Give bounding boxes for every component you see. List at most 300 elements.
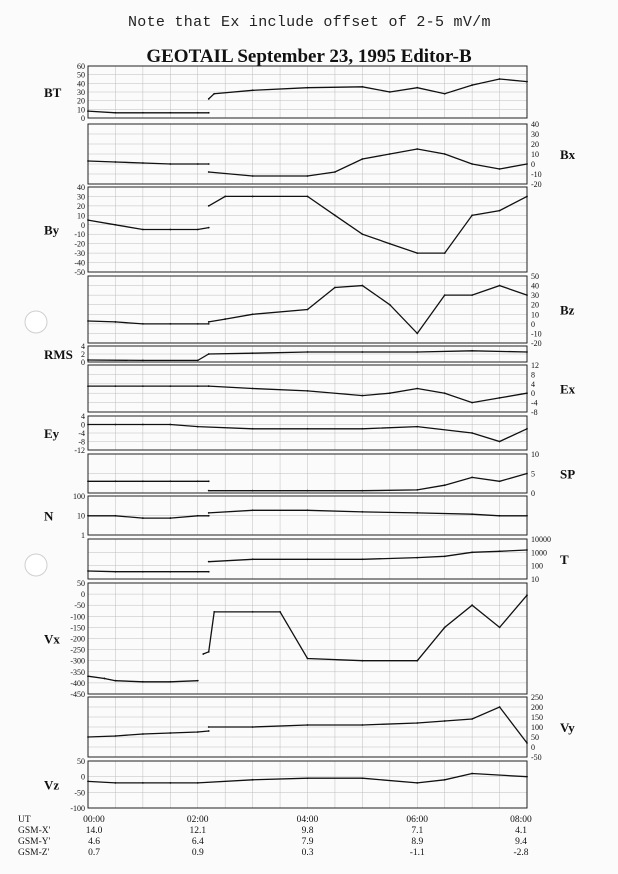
data-point	[142, 323, 144, 325]
data-point	[499, 550, 501, 552]
data-point	[361, 285, 363, 287]
data-point	[444, 392, 446, 394]
tick-label: 10	[531, 575, 539, 584]
tick-label: -4	[78, 429, 85, 438]
tick-label: 0	[81, 420, 85, 430]
data-point	[471, 773, 473, 775]
data-point	[361, 158, 363, 160]
data-point	[526, 515, 528, 517]
data-point	[526, 81, 528, 83]
data-point	[142, 480, 144, 482]
tick-label: -20	[74, 239, 85, 249]
data-point	[307, 509, 309, 511]
data-point	[115, 680, 117, 682]
data-point	[416, 660, 418, 662]
data-point	[416, 426, 418, 428]
tick-label: -350	[70, 667, 85, 677]
data-point	[208, 227, 210, 229]
axis-value: 02:00	[186, 815, 209, 825]
data-point	[87, 780, 89, 782]
data-point	[115, 224, 117, 226]
data-point	[471, 294, 473, 296]
series-vy-segment-0	[88, 731, 209, 737]
panel-n	[44, 492, 528, 540]
data-point	[87, 359, 89, 361]
data-point	[444, 294, 446, 296]
data-point	[526, 196, 528, 198]
tick-label: -12	[74, 446, 85, 455]
tick-label: 0	[81, 220, 85, 230]
data-point	[213, 611, 215, 613]
data-point	[252, 726, 254, 728]
tick-label: -8	[78, 437, 85, 447]
data-point	[208, 490, 210, 492]
data-point	[416, 489, 418, 491]
data-point	[416, 782, 418, 784]
panel-vx	[44, 579, 528, 699]
tick-label: 30	[531, 291, 539, 301]
data-point	[87, 110, 89, 112]
axis-row-label: UT	[18, 815, 31, 825]
data-point	[307, 558, 309, 560]
tick-label: 40	[77, 79, 85, 89]
data-point	[208, 730, 210, 732]
panel-by	[44, 183, 528, 277]
data-point	[169, 480, 171, 482]
data-point	[197, 229, 199, 231]
tick-label: 0	[531, 489, 535, 498]
data-point	[87, 515, 89, 517]
tick-label: 60	[77, 62, 85, 71]
panel-bz	[87, 272, 575, 348]
data-point	[208, 515, 210, 517]
data-point	[471, 214, 473, 216]
tick-label: -8	[531, 408, 538, 417]
data-point	[389, 153, 391, 155]
tick-label: -300	[70, 656, 85, 666]
data-point	[142, 517, 144, 519]
panel-vz	[44, 757, 528, 813]
series-vy-segment-1	[209, 707, 527, 743]
data-point	[208, 98, 210, 100]
panel-label-bt: BT	[44, 85, 62, 100]
data-point	[526, 776, 528, 778]
data-point	[471, 477, 473, 479]
tick-label: 30	[77, 192, 85, 202]
data-point	[224, 318, 226, 320]
axis-value: 6.4	[191, 837, 204, 847]
data-point	[499, 515, 501, 517]
data-point	[142, 782, 144, 784]
data-point	[471, 350, 473, 352]
data-point	[197, 385, 199, 387]
tick-label: 10	[77, 105, 85, 115]
data-point	[197, 515, 199, 517]
data-point	[142, 733, 144, 735]
axis-row-label: GSM-Y'	[18, 837, 51, 847]
data-point	[208, 512, 210, 514]
tick-label: 50	[77, 579, 85, 588]
axis-value: 00:00	[83, 815, 105, 825]
data-point	[307, 724, 309, 726]
tick-label: -10	[531, 329, 542, 339]
panel-label-vz: Vz	[44, 777, 60, 793]
data-point	[389, 243, 391, 245]
tick-label: -50	[74, 268, 85, 277]
data-point	[444, 627, 446, 629]
tick-label: -10	[531, 170, 542, 179]
tick-label: 40	[531, 281, 539, 291]
data-point	[307, 490, 309, 492]
data-point	[471, 84, 473, 86]
data-point	[334, 171, 336, 173]
series-sp-segment-1	[209, 474, 527, 491]
data-point	[307, 87, 309, 89]
data-point	[252, 89, 254, 91]
data-point	[115, 424, 117, 426]
data-point	[499, 285, 501, 287]
data-point	[87, 480, 89, 482]
series-bt-segment-0	[88, 111, 209, 113]
tick-label: 200	[531, 703, 543, 712]
tick-label: 10	[77, 511, 85, 521]
data-point	[208, 726, 210, 728]
tick-label: 100	[531, 561, 543, 571]
data-point	[115, 735, 117, 737]
data-point	[197, 426, 199, 428]
data-point	[444, 93, 446, 95]
data-point	[307, 777, 309, 779]
data-point	[213, 93, 215, 95]
data-point	[252, 779, 254, 781]
axis-value: 14.0	[85, 826, 103, 836]
tick-label: 50	[77, 757, 85, 766]
tick-label: 100	[73, 492, 85, 501]
panel-label-t: T	[560, 552, 569, 567]
tick-label: 10000	[531, 535, 551, 544]
tick-label: 0	[531, 160, 535, 169]
data-point	[361, 351, 363, 353]
data-point	[169, 571, 171, 573]
data-point	[307, 390, 309, 392]
data-point	[444, 153, 446, 155]
data-point	[499, 627, 501, 629]
series-n-segment-1	[209, 510, 527, 516]
series-t-segment-0	[88, 571, 209, 572]
data-point	[197, 323, 199, 325]
data-point	[444, 252, 446, 254]
tick-label: 5	[531, 469, 535, 479]
axis-value: 4.1	[515, 826, 527, 836]
data-point	[169, 517, 171, 519]
data-point	[471, 513, 473, 515]
axis-value: 06:00	[406, 815, 429, 825]
data-point	[361, 428, 363, 430]
data-point	[202, 653, 204, 655]
data-point	[499, 210, 501, 212]
tick-label: 0	[81, 590, 85, 600]
tick-label: 2	[81, 350, 85, 359]
data-point	[208, 561, 210, 563]
series-bt-segment-1	[209, 79, 527, 99]
data-point	[169, 385, 171, 387]
data-point	[361, 233, 363, 235]
data-point	[471, 551, 473, 553]
tick-label: 0	[81, 772, 85, 782]
tick-label: 12	[531, 361, 539, 370]
tick-label: 10	[531, 150, 539, 159]
data-point	[471, 604, 473, 606]
data-point	[197, 571, 199, 573]
tick-label: -40	[74, 258, 85, 268]
data-point	[197, 782, 199, 784]
tick-label: 30	[531, 130, 539, 139]
data-point	[104, 678, 106, 680]
tick-label: 0	[531, 743, 535, 752]
panel-ey	[44, 412, 528, 455]
panel-label-by: By	[44, 222, 60, 238]
data-point	[361, 395, 363, 397]
data-point	[252, 175, 254, 177]
panel-label-bx: Bx	[560, 147, 576, 162]
tick-label: 20	[77, 201, 85, 211]
series-ex-segment-1	[209, 386, 527, 403]
data-point	[444, 779, 446, 781]
data-point	[87, 385, 89, 387]
data-point	[499, 706, 501, 708]
data-point	[307, 658, 309, 660]
tick-label: 0	[81, 358, 85, 367]
axis-value: 0.9	[191, 848, 204, 858]
tick-label: 40	[531, 120, 539, 129]
data-point	[279, 611, 281, 613]
data-point	[87, 219, 89, 221]
panel-label-vy: Vy	[560, 720, 575, 735]
data-point	[252, 313, 254, 315]
series-n-segment-0	[88, 516, 209, 518]
axis-value: 08:00	[510, 815, 532, 825]
data-point	[526, 742, 528, 744]
data-point	[142, 424, 144, 426]
data-point	[416, 722, 418, 724]
data-point	[208, 385, 210, 387]
tick-label: 20	[531, 140, 539, 149]
data-point	[307, 196, 309, 198]
panel-label-n: N	[44, 508, 54, 524]
tick-label: -20	[531, 180, 542, 189]
tick-label: 40	[77, 183, 85, 192]
tick-label: 50	[531, 733, 539, 742]
data-point	[169, 732, 171, 734]
data-point	[252, 196, 254, 198]
series-bz-segment-1	[209, 286, 527, 334]
data-point	[526, 428, 528, 430]
tick-label: 30	[77, 88, 85, 97]
axis-value: -1.1	[409, 848, 425, 858]
data-point	[526, 351, 528, 353]
tick-label: 50	[77, 70, 85, 80]
data-point	[208, 112, 210, 114]
data-point	[499, 441, 501, 443]
data-point	[115, 782, 117, 784]
tick-label: 4	[531, 379, 535, 389]
data-point	[252, 352, 254, 354]
data-point	[115, 321, 117, 323]
data-point	[526, 549, 528, 551]
data-point	[526, 392, 528, 394]
data-point	[471, 432, 473, 434]
axis-value: 7.1	[411, 826, 424, 836]
data-point	[307, 428, 309, 430]
tick-label: 10	[531, 450, 539, 459]
data-point	[416, 351, 418, 353]
tick-label: -50	[74, 788, 85, 798]
data-point	[87, 160, 89, 162]
tick-label: -30	[74, 249, 85, 259]
tick-label: 10	[77, 211, 85, 221]
tick-label: 4	[81, 412, 85, 421]
data-point	[197, 680, 199, 682]
axis-value: 9.8	[301, 826, 314, 836]
data-point	[87, 424, 89, 426]
tick-label: -100	[70, 612, 85, 622]
axis-value: 4.6	[88, 837, 100, 847]
data-point	[87, 570, 89, 572]
axis-value: 8.9	[411, 837, 424, 847]
axis-value: 7.9	[301, 837, 314, 847]
data-point	[115, 571, 117, 573]
tick-label: -10	[74, 230, 85, 240]
offset-note: Note that Ex include offset of 2-5 mV/m	[128, 14, 491, 31]
data-point	[142, 681, 144, 683]
data-point	[142, 162, 144, 164]
data-point	[471, 718, 473, 720]
tick-label: 20	[77, 96, 85, 106]
data-point	[208, 323, 210, 325]
tick-label: 0	[531, 389, 535, 399]
series-bz-segment-0	[88, 321, 209, 324]
data-point	[361, 490, 363, 492]
data-point	[416, 148, 418, 150]
data-point	[115, 480, 117, 482]
data-point	[169, 229, 171, 231]
tick-label: -450	[70, 690, 85, 699]
data-point	[208, 571, 210, 573]
tick-label: 250	[531, 693, 543, 702]
axis-value: 12.1	[189, 826, 207, 836]
data-point	[416, 333, 418, 335]
panel-label-vx: Vx	[44, 631, 60, 647]
data-point	[444, 720, 446, 722]
data-point	[197, 360, 199, 362]
panel-label-rms: RMS	[44, 347, 73, 362]
axis-value: 9.4	[515, 837, 527, 847]
axis-row-label: GSM-Z'	[18, 848, 50, 858]
data-point	[444, 484, 446, 486]
data-point	[307, 175, 309, 177]
data-point	[389, 91, 391, 93]
data-point	[252, 558, 254, 560]
data-point	[197, 163, 199, 165]
data-point	[252, 428, 254, 430]
data-point	[142, 229, 144, 231]
data-point	[361, 777, 363, 779]
data-point	[87, 675, 89, 677]
data-point	[307, 351, 309, 353]
tick-label: -100	[70, 804, 85, 813]
data-point	[416, 252, 418, 254]
axis-value: 0.3	[301, 848, 314, 858]
tick-label: 20	[531, 300, 539, 310]
data-point	[252, 490, 254, 492]
tick-label: 100	[531, 723, 543, 732]
panel-label-ey: Ey	[44, 426, 60, 441]
data-point	[87, 736, 89, 738]
data-point	[416, 512, 418, 514]
data-point	[169, 681, 171, 683]
tick-label: -50	[74, 601, 85, 611]
data-point	[526, 294, 528, 296]
data-point	[499, 168, 501, 170]
data-point	[115, 385, 117, 387]
data-point	[169, 323, 171, 325]
data-point	[361, 86, 363, 88]
data-point	[416, 388, 418, 390]
panel-label-ex: Ex	[560, 381, 576, 397]
data-point	[87, 320, 89, 322]
tick-label: 10	[531, 310, 539, 320]
data-point	[252, 509, 254, 511]
tick-label: -150	[70, 623, 85, 633]
data-point	[416, 557, 418, 559]
tick-label: 0	[81, 114, 85, 123]
data-point	[361, 511, 363, 513]
data-point	[471, 163, 473, 165]
series-t-segment-1	[209, 550, 527, 562]
data-point	[197, 112, 199, 114]
tick-label: 1	[81, 531, 85, 540]
tick-label: 4	[81, 342, 85, 351]
x-axis-table	[18, 815, 532, 858]
axis-value: 0.7	[88, 848, 100, 858]
data-point	[208, 480, 210, 482]
panel-bt	[44, 62, 528, 123]
data-point	[334, 214, 336, 216]
data-point	[169, 782, 171, 784]
data-point	[115, 515, 117, 517]
data-point	[142, 571, 144, 573]
panel-label-sp: SP	[560, 466, 576, 482]
data-point	[361, 660, 363, 662]
data-point	[169, 424, 171, 426]
data-point	[307, 309, 309, 311]
data-point	[208, 353, 210, 355]
tick-label: 8	[531, 370, 535, 380]
data-point	[142, 360, 144, 362]
panel-label-bz: Bz	[560, 302, 575, 318]
data-point	[526, 594, 528, 596]
panel-bx	[87, 120, 576, 189]
tick-label: -50	[531, 753, 542, 762]
data-point	[526, 163, 528, 165]
tick-label: 1000	[531, 548, 547, 558]
data-point	[389, 304, 391, 306]
data-point	[169, 112, 171, 114]
data-point	[197, 731, 199, 733]
data-point	[499, 480, 501, 482]
tick-label: -20	[531, 339, 542, 348]
panel-ex	[87, 361, 576, 417]
